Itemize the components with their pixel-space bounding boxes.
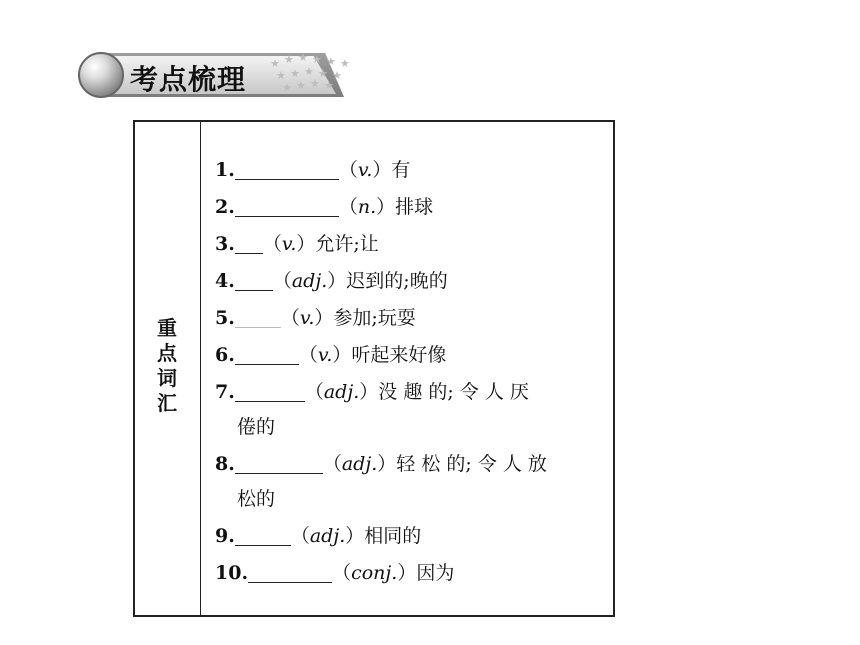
vocab-table bbox=[133, 120, 615, 617]
item-meaning: 允许;让 bbox=[315, 233, 379, 255]
item-number: 4. bbox=[215, 270, 235, 292]
list-item-continuation bbox=[215, 409, 607, 446]
list-item: 5. （v.）参加;玩耍 bbox=[215, 307, 416, 329]
item-number: 2. bbox=[215, 196, 235, 218]
list-item: 10. （conj.）因为 bbox=[215, 562, 455, 584]
item-number: 3. bbox=[215, 233, 235, 255]
part-of-speech: adj. bbox=[309, 525, 346, 547]
list-item: 6. （v.）听起来好像 bbox=[215, 344, 447, 366]
item-meaning: 参加;玩耍 bbox=[333, 307, 416, 329]
item-number: 10. bbox=[215, 562, 249, 584]
part-of-speech: n. bbox=[357, 196, 377, 218]
item-meaning: 有 bbox=[391, 159, 411, 181]
item-meaning: 迟到的;晚的 bbox=[346, 270, 448, 292]
stars-decoration-icon: ★ ★ ★ ★ ★ ★ ★ ★ ★ ★ ★ ★ ★ ★ ★ bbox=[270, 51, 350, 94]
item-number: 6. bbox=[215, 344, 235, 366]
answer-blank[interactable] bbox=[235, 305, 281, 328]
list-item: 4. （adj.）迟到的;晚的 bbox=[215, 270, 448, 292]
category-label: 重点词汇 bbox=[157, 316, 177, 415]
item-meaning: 听起来好像 bbox=[351, 344, 447, 366]
list-item: 9. （adj.）相同的 bbox=[215, 525, 422, 547]
answer-blank[interactable] bbox=[235, 379, 305, 402]
part-of-speech: v. bbox=[299, 307, 315, 329]
item-meaning-cont: 倦的 bbox=[237, 416, 276, 438]
table-top-border bbox=[133, 120, 615, 122]
answer-blank[interactable] bbox=[235, 231, 263, 254]
column-divider bbox=[200, 120, 201, 615]
part-of-speech: v. bbox=[357, 159, 373, 181]
item-meaning: 因为 bbox=[416, 562, 455, 584]
item-meaning-cont: 松的 bbox=[237, 488, 276, 510]
item-meaning: 没 趣 的; 令 人 厌 bbox=[378, 381, 529, 403]
part-of-speech: adj. bbox=[291, 270, 328, 292]
sphere-icon bbox=[78, 52, 124, 98]
answer-blank[interactable] bbox=[235, 523, 291, 546]
item-number: 7. bbox=[215, 381, 235, 403]
part-of-speech: v. bbox=[281, 233, 297, 255]
item-number: 1. bbox=[215, 159, 235, 181]
part-of-speech: v. bbox=[317, 344, 333, 366]
list-item: 7. （adj.）没 趣 的; 令 人 厌 bbox=[215, 381, 529, 403]
item-meaning: 轻 松 的; 令 人 放 bbox=[396, 453, 547, 475]
answer-blank[interactable] bbox=[235, 342, 299, 365]
item-meaning: 排球 bbox=[395, 196, 434, 218]
item-number: 8. bbox=[215, 453, 235, 475]
answer-blank[interactable] bbox=[235, 268, 273, 291]
answer-blank[interactable] bbox=[235, 157, 339, 180]
list-item: 2. （n.）排球 bbox=[215, 196, 434, 218]
vocab-list bbox=[215, 152, 607, 592]
answer-blank[interactable] bbox=[235, 194, 339, 217]
list-item-continuation bbox=[215, 481, 607, 518]
part-of-speech: conj. bbox=[351, 562, 398, 584]
part-of-speech: adj. bbox=[341, 453, 378, 475]
part-of-speech: adj. bbox=[323, 381, 360, 403]
section-badge bbox=[78, 50, 358, 102]
list-item: 3. （v.）允许;让 bbox=[215, 233, 379, 255]
item-number: 5. bbox=[215, 307, 235, 329]
list-item: 8. （adj.）轻 松 的; 令 人 放 bbox=[215, 453, 547, 475]
item-meaning: 相同的 bbox=[364, 525, 422, 547]
answer-blank[interactable] bbox=[235, 451, 323, 474]
section-title: 考点梳理 bbox=[130, 63, 247, 96]
answer-blank[interactable] bbox=[248, 560, 332, 583]
item-number: 9. bbox=[215, 525, 235, 547]
list-item: 1. （v.）有 bbox=[215, 159, 411, 181]
